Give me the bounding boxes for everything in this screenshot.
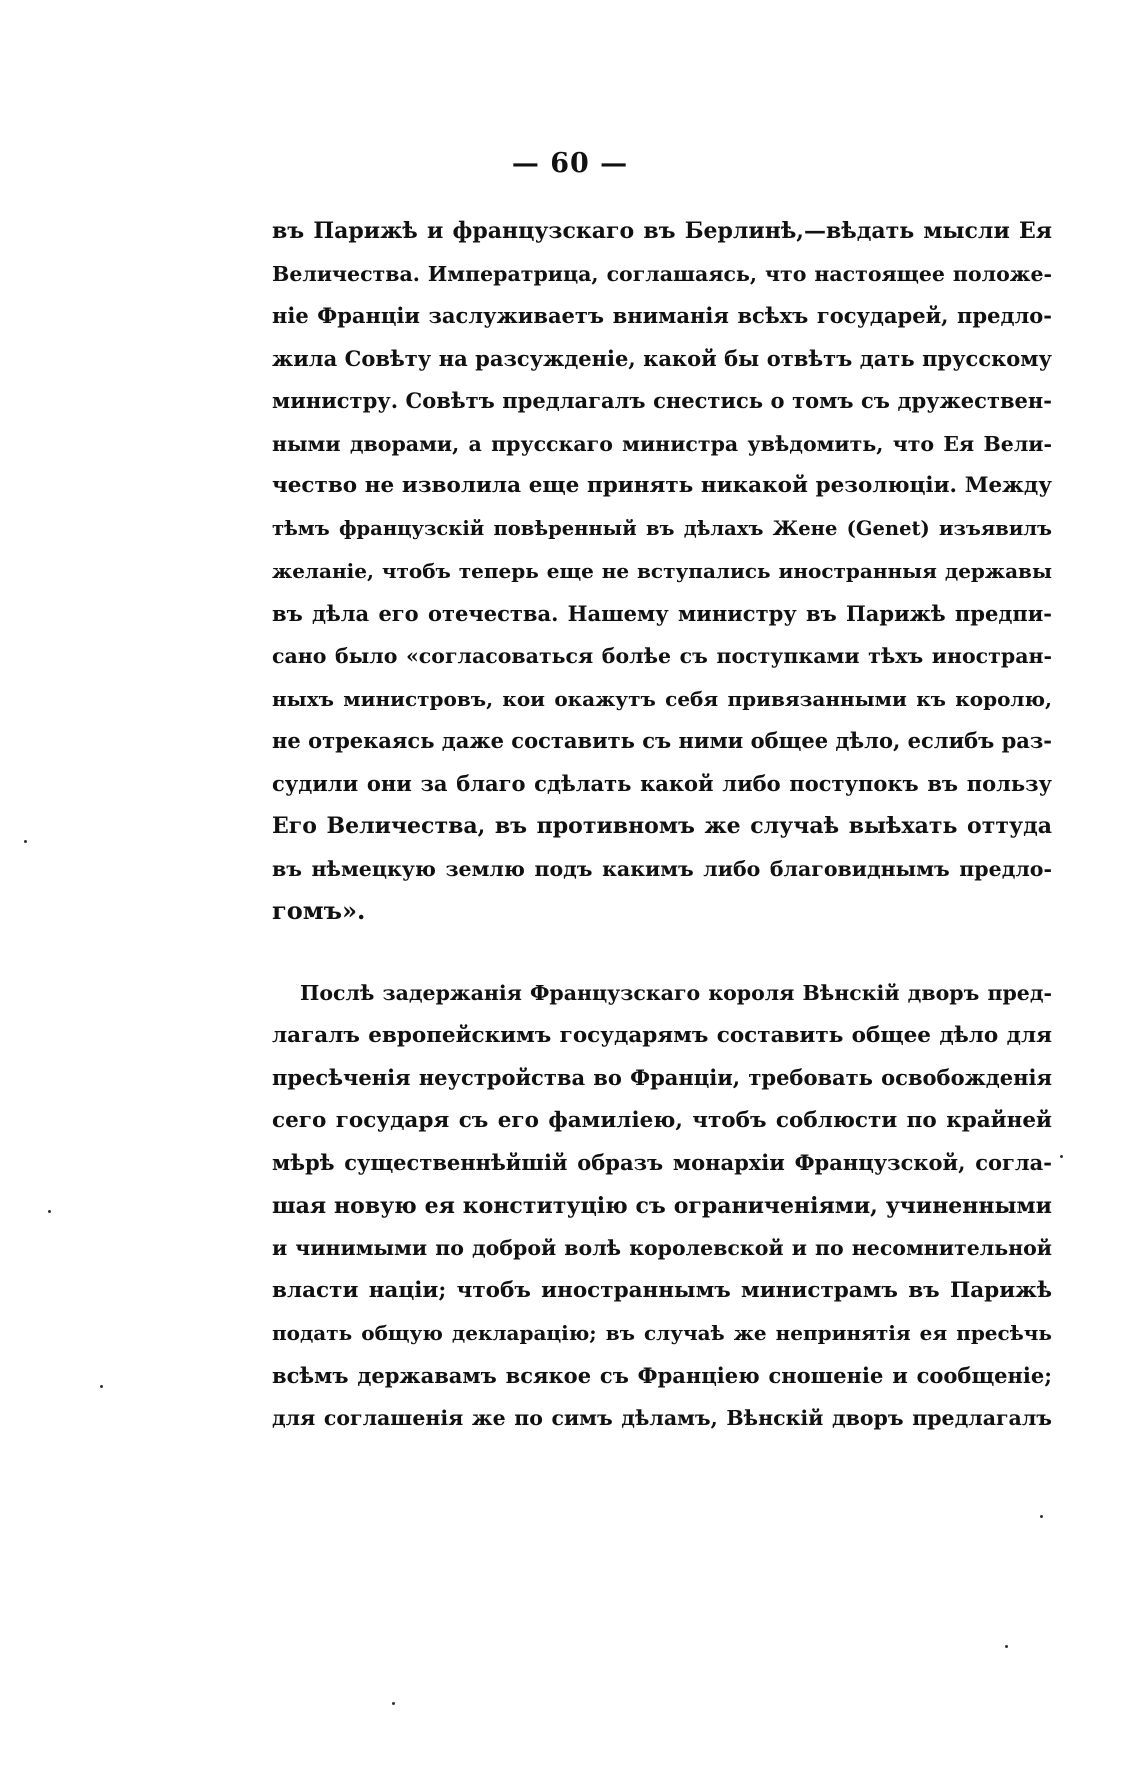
- scan-speck: [100, 1385, 103, 1388]
- text-line: Величества. Императрица, соглашаясь, что настоящее положе-: [272, 261, 1052, 286]
- scan-speck: [1060, 1155, 1063, 1158]
- text-line: желаніе, чтобъ теперь еще не вступались иностранныя державы: [272, 559, 1052, 583]
- scan-speck: [48, 1210, 51, 1213]
- text-line: жила Совѣту на разсужденіе, какой бы отвѣтъ дать прусскому: [272, 345, 1052, 371]
- text-line: ными дворами, а прусскаго министра увѣдомить, что Ея Вели-: [272, 431, 1052, 456]
- text-line: мѣрѣ существеннѣйшій образъ монархіи Французской, согла-: [272, 1150, 1052, 1175]
- text-line: министру. Совѣтъ предлагалъ снестись о томъ съ дружествен-: [272, 388, 1052, 413]
- text-line: сего государя съ его фамиліею, чтобъ соблюсти по крайней: [272, 1107, 1052, 1133]
- text-line: сано было «согласоваться болѣе съ поступками тѣхъ иностран-: [272, 644, 1052, 668]
- text-line: подать общую декларацію; въ случаѣ же непринятія ея пресѣчь: [272, 1321, 1052, 1345]
- scan-speck: [24, 840, 27, 843]
- paragraph-1: [272, 210, 1052, 933]
- text-line: шая новую ея конституцію съ ограниченіями, учиненными: [272, 1192, 1052, 1219]
- text-line: въ нѣмецкую землю подъ какимъ либо благовиднымъ предло-: [272, 856, 1052, 881]
- paragraph-2: [272, 972, 1052, 1440]
- scan-speck: [1005, 1645, 1008, 1648]
- text-line: и чинимыми по доброй волѣ королевской и по несомнительной: [272, 1236, 1052, 1260]
- text-line: чество не изволила еще принять никакой резолюціи. Между: [272, 473, 1052, 498]
- text-line: гомъ».: [272, 896, 366, 925]
- text-line: власти націи; чтобъ иностраннымъ министрамъ въ Парижѣ: [272, 1277, 1052, 1303]
- text-line: Послѣ задержанія Французскаго короля Вѣнскій дворъ пред-: [300, 981, 1052, 1005]
- text-line: пресѣченія неустройства во Франціи, требовать освобожденія: [272, 1065, 1052, 1090]
- text-line: ніе Франціи заслуживаетъ вниманія всѣхъ государей, предло-: [272, 303, 1052, 328]
- text-line: всѣмъ державамъ всякое съ Франціею сношеніе и сообщеніе;: [272, 1362, 1052, 1388]
- scan-speck: [392, 1702, 395, 1705]
- text-line: судили они за благо сдѣлать какой либо поступокъ въ пользу: [272, 770, 1052, 796]
- text-line: въ дѣла его отечества. Нашему министру въ Парижѣ предпи-: [272, 600, 1052, 626]
- text-line: тѣмъ французскій повѣренный въ дѣлахъ Жене (Genet) изъявилъ: [272, 516, 1052, 540]
- text-line: Его Величества, въ противномъ же случаѣ выѣхать оттуда: [272, 813, 1052, 839]
- page-number: — 60 —: [511, 148, 629, 179]
- text-line: ныхъ министровъ, кои окажутъ себя привязанными къ королю,: [272, 686, 1052, 711]
- text-line: въ Парижѣ и французскаго въ Берлинѣ,—вѣдать мысли Ея: [272, 218, 1052, 244]
- text-line: для соглашенія же по симъ дѣламъ, Вѣнскій дворъ предлагалъ: [272, 1406, 1052, 1430]
- text-line: не отрекаясь даже составить съ ними общее дѣло, еслибъ раз-: [272, 728, 1052, 753]
- text-line: лагалъ европейскимъ государямъ составить общее дѣло для: [272, 1022, 1052, 1048]
- scan-speck: [1040, 1515, 1043, 1518]
